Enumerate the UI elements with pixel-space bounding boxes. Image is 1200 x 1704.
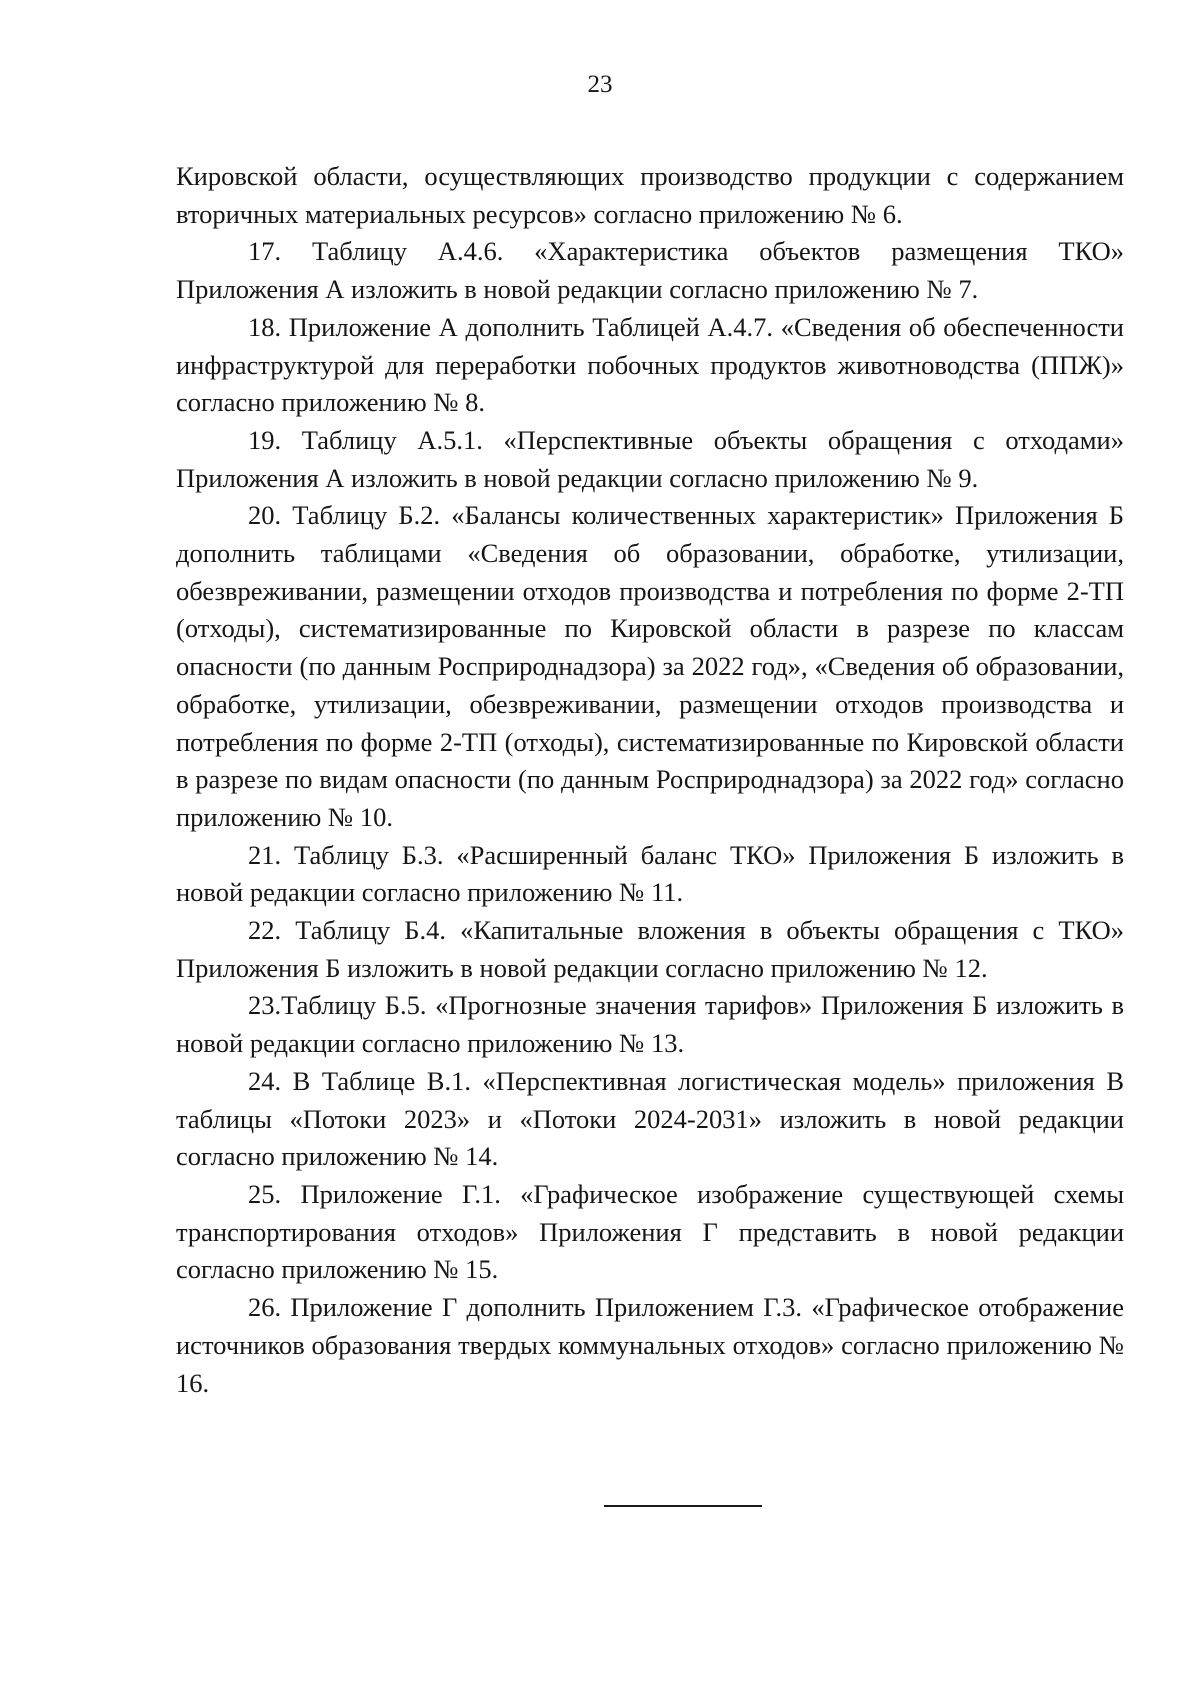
paragraph-item-18: 18. Приложение А дополнить Таблицей А.4.7. «Сведения об обеспеченности инфраструктурой для переработки побочных продуктов животноводства (ППЖ)» согласно приложению № 8.: [176, 311, 1124, 418]
document-body: [176, 158, 1124, 1402]
paragraph-item-24: 24. В Таблице В.1. «Перспективная логистическая модель» приложения В таблицы «Потоки 2023» и «Потоки 2024-2031» изложить в новой редакции согласно приложению № 14.: [176, 1065, 1124, 1172]
paragraph-item-22: 22. Таблицу Б.4. «Капитальные вложения в объекты обращения с ТКО» Приложения Б изложить в новой редакции согласно приложению № 12.: [176, 915, 1124, 983]
paragraph-item-21: 21. Таблицу Б.3. «Расширенный баланс ТКО» Приложения Б изложить в новой редакции согласно приложению № 11.: [176, 839, 1124, 908]
paragraph-item-19: 19. Таблицу А.5.1. «Перспективные объекты обращения с отходами» Приложения А изложить в новой редакции согласно приложению № 9.: [176, 424, 1124, 493]
paragraph-item-17: 17. Таблицу А.4.6. «Характеристика объектов размещения ТКО» Приложения А изложить в новой редакции согласно приложению № 7.: [176, 236, 1124, 305]
page-number: 23: [587, 71, 613, 98]
paragraph-item-26: 26. Приложение Г дополнить Приложением Г.3. «Графическое отображение источников образования твердых коммунальных отходов» согласно приложению № 16.: [176, 1292, 1124, 1398]
paragraph-item-20: 20. Таблицу Б.2. «Балансы количественных характеристик» Приложения Б дополнить таблицами «Сведения об образовании, обработке, утилизации, обезвреживании, размещении отходов производства и потребления по форме 2-ТП (отходы), систематизированные по Кировской области в разрезе по классам опасности (по данным Росприроднадзора) за 2022 год», «Сведения об образовании, обработке, утилизации, обезвреживании, размещении отходов производства и потребления по форме 2-ТП (отходы), систематизированные по Кировской области в разрезе по видам опасности (по данным Росприроднадзора) за 2022 год» согласно приложению № 10.: [176, 500, 1124, 832]
paragraph-item-23: 23.Таблицу Б.5. «Прогнозные значения тарифов» Приложения Б изложить в новой редакции согласно приложению № 13.: [176, 990, 1124, 1059]
paragraph-item-25: 25. Приложение Г.1. «Графическое изображение существующей схемы транспортирования отходов» Приложения Г представить в новой редакции согласно приложению № 15.: [176, 1178, 1124, 1285]
end-of-document-rule: [604, 1505, 762, 1507]
paragraph-continuation: Кировской области, осуществляющих производство продукции с содержанием вторичных материальных ресурсов» согласно приложению № 6.: [176, 161, 1124, 229]
